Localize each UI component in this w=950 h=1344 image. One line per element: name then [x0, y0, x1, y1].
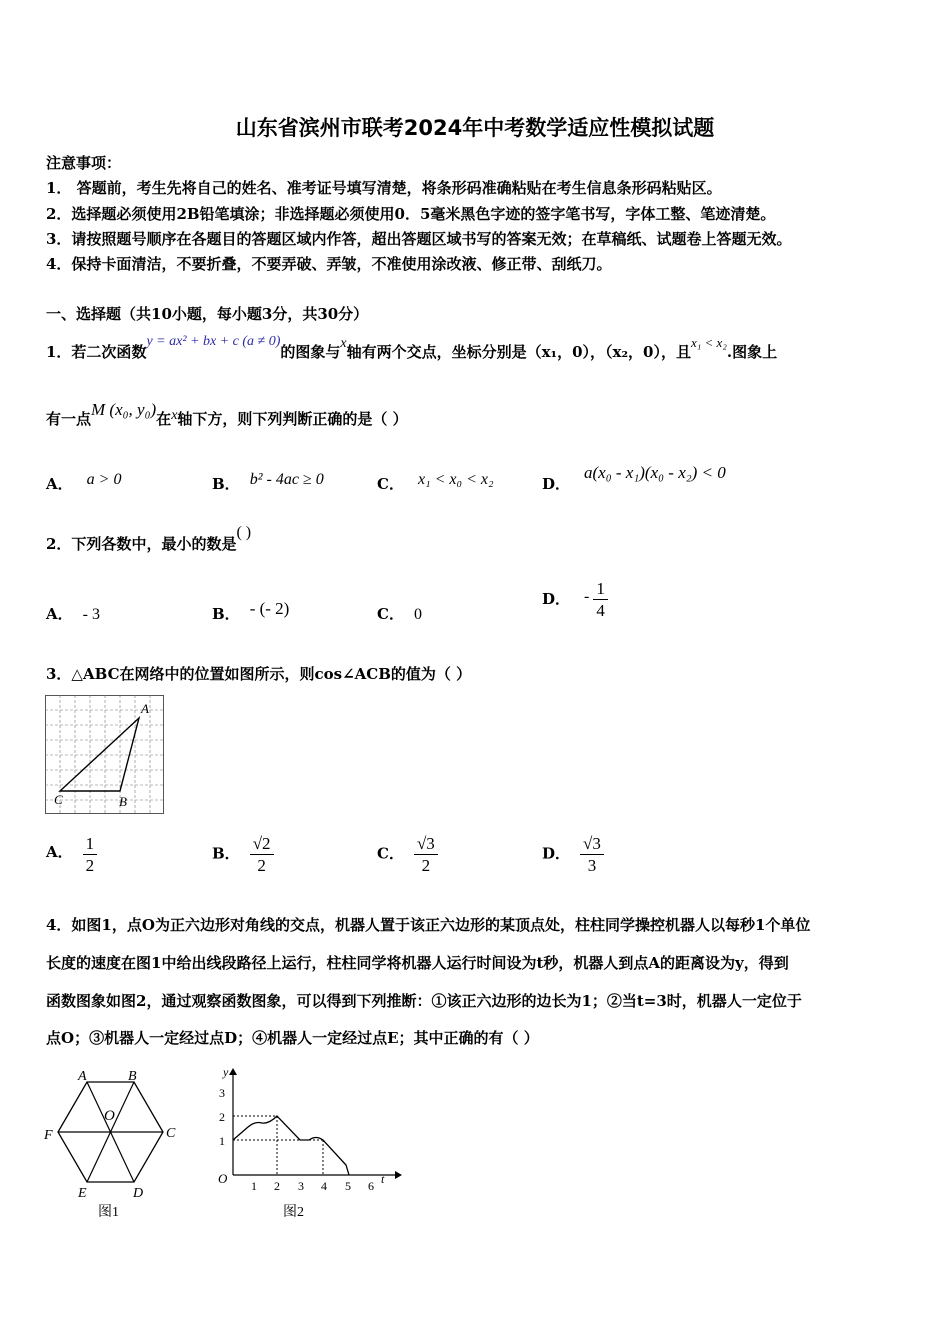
- label-b: B: [119, 794, 127, 809]
- q2-stem: 2．下列各数中，最小的数是( ): [46, 524, 252, 553]
- svg-text:3: 3: [298, 1179, 304, 1193]
- svg-text:E: E: [78, 1186, 87, 1201]
- svg-text:F: F: [44, 1128, 53, 1143]
- q2-option-c[interactable]: C． 0: [377, 605, 422, 623]
- q1-option-c[interactable]: C． x₁ < x₀ < x₂: [377, 471, 494, 493]
- q3-grid-figure: [45, 695, 165, 815]
- q3-option-c[interactable]: C． $\frac{√3}{2}$: [377, 833, 438, 876]
- notes-heading: 注意事项：: [46, 154, 122, 172]
- q4-stem-line: 点O；③机器人一定经过点D；④机器人一定经过点E；其中正确的有（ ）: [46, 1029, 539, 1047]
- fig2-caption: 图2: [283, 1205, 304, 1220]
- svg-text:C: C: [166, 1126, 176, 1141]
- fig1-caption: 图1: [98, 1205, 119, 1220]
- q4-stem-line: 4．如图1，点O为正六边形对角线的交点，机器人置于该正六边形的某顶点处，柱柱同学操控机器人以每秒1个单位: [46, 916, 811, 934]
- q3-option-a[interactable]: A． $\frac{1}{2}$: [46, 833, 97, 876]
- svg-text:y: y: [223, 1065, 229, 1079]
- svg-text:D: D: [133, 1186, 144, 1201]
- q1-stem-line1: 1．若二次函数y = ax² + bx + c (a ≠ 0)的图象与x轴有两个交点，坐标分别是（x₁，0），（x₂，0），且x₁ < x₂.图象上: [46, 334, 778, 361]
- q1-option-b[interactable]: B． b² - 4ac ≥ 0: [212, 471, 324, 493]
- label-a: A: [141, 701, 149, 716]
- q3-stem: 3．△ABC在网络中的位置如图所示，则cos∠ACB的值为（ ）: [46, 665, 472, 683]
- svg-text:t: t: [381, 1172, 385, 1186]
- svg-text:1: 1: [219, 1134, 225, 1148]
- q4-stem-line: 函数图象如图2，通过观察函数图象，可以得到下列推断：①该正六边形的边长为1；②当t=3时，机器人一定位于: [46, 992, 802, 1010]
- note-item: 4．保持卡面清洁，不要折叠，不要弄破、弄皱，不准使用涂改液、修正带、刮纸刀。: [46, 255, 612, 273]
- q1-option-a[interactable]: A． a > 0: [46, 471, 122, 493]
- q1-function: y = ax² + bx + c (a ≠ 0): [146, 334, 281, 349]
- note-item: 1． 答题前，考生先将自己的姓名、准考证号填写清楚，将条形码准确粘贴在考生信息条形码粘贴区。: [46, 179, 722, 197]
- q2-option-a[interactable]: A． - 3: [46, 605, 100, 623]
- svg-text:6: 6: [368, 1179, 374, 1193]
- note-item: 2．选择题必须使用2B铅笔填涂；非选择题必须使用0．5毫米黑色字迹的签字笔书写，字体工整、笔迹清楚。: [46, 205, 776, 223]
- q4-stem-line: 长度的速度在图1中给出线段路径上运行，柱柱同学将机器人运行时间设为t秒，机器人到点A的距离设为y，得到: [46, 954, 789, 972]
- q1-stem-line2: 有一点M (x₀, y₀)在x轴下方，则下列判断正确的是（ ）: [46, 400, 408, 428]
- svg-text:4: 4: [321, 1179, 327, 1193]
- q1-point-m: M (x₀, y₀): [91, 400, 157, 419]
- label-c: C: [54, 792, 63, 807]
- svg-text:2: 2: [219, 1110, 225, 1124]
- svg-text:B: B: [128, 1069, 137, 1084]
- note-item: 3．请按照题号顺序在各题目的答题区域内作答，超出答题区域书写的答案无效；在草稿纸、试题卷上答题无效。: [46, 230, 792, 248]
- svg-text:1: 1: [251, 1179, 257, 1193]
- q1-option-d[interactable]: D．a(x₀ - x₁)(x₀ - x₂) < 0: [542, 463, 726, 493]
- q3-option-b[interactable]: B． $\frac{√2}{2}$: [212, 833, 274, 876]
- svg-text:O: O: [218, 1171, 228, 1186]
- svg-text:3: 3: [219, 1086, 225, 1100]
- svg-text:2: 2: [274, 1179, 280, 1193]
- svg-text:5: 5: [345, 1179, 351, 1193]
- svg-text:A: A: [78, 1069, 87, 1084]
- section-heading: 一、选择题（共10小题，每小题3分，共30分）: [46, 305, 369, 323]
- page-title: 山东省滨州市联考2024年中考数学适应性模拟试题: [235, 116, 715, 140]
- q2-option-d[interactable]: D． - $\frac{1}{4}$: [542, 578, 608, 621]
- q4-figure2-graph: [205, 1063, 405, 1223]
- q1-condition: x₁ < x₂: [691, 335, 727, 350]
- q2-option-b[interactable]: B． - (- 2): [212, 599, 290, 623]
- function-curve: [233, 1116, 349, 1175]
- q3-option-d[interactable]: D． $\frac{√3}{3}$: [542, 833, 604, 876]
- q4-figure1-hexagon: [40, 1063, 190, 1223]
- svg-text:O: O: [104, 1108, 115, 1124]
